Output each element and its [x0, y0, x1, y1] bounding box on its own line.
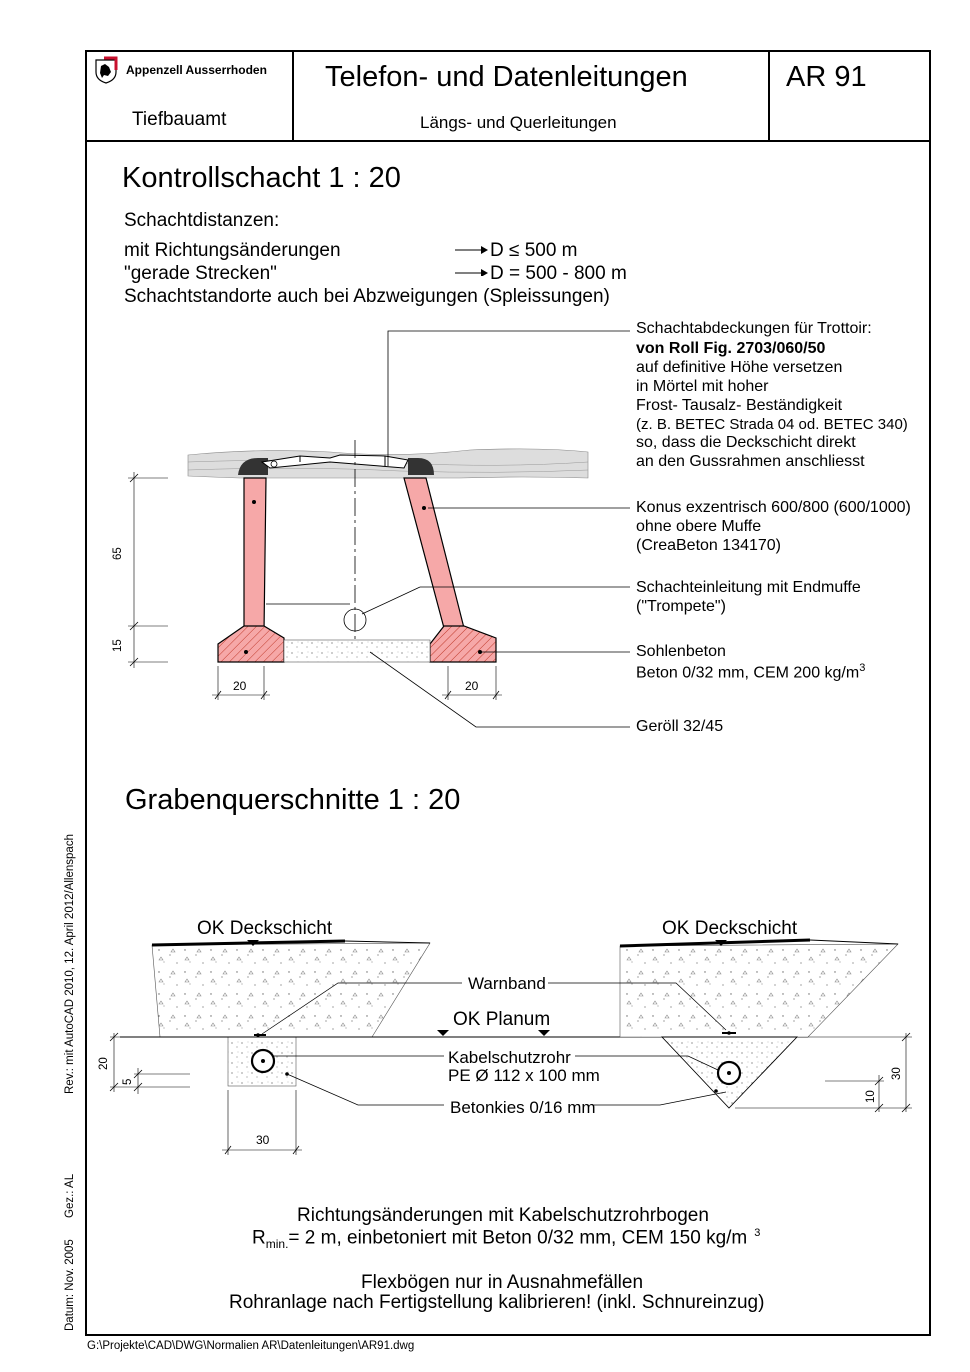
- distance-row-1-label: mit Richtungsänderungen: [124, 240, 341, 261]
- cover-note-1: Schachtabdeckungen für Trottoir:: [636, 320, 872, 337]
- ok-deckschicht-right: OK Deckschicht: [662, 918, 798, 939]
- base-note-2: Beton 0/32 mm, CEM 200 $kg/m^3$: [636, 662, 866, 682]
- cover-note-3: auf definitive Höhe versetzen: [636, 359, 843, 376]
- page-subtitle: Längs- und Querleitungen: [420, 113, 617, 132]
- note-flex-bends-2: Rohranlage nach Fertigstellung kalibrieren! (inkl. Schnureinzug): [229, 1292, 765, 1313]
- drawing-code: AR 91: [786, 61, 867, 93]
- ok-planum-label: OK Planum: [453, 1009, 551, 1030]
- distance-row-1-value: D ≤ 500 m: [490, 240, 578, 261]
- distance-row-2-value: D = 500 - 800 m: [490, 263, 627, 284]
- inlet-note-2: ("Trompete"): [636, 598, 726, 615]
- page-title: Telefon- und Datenleitungen: [325, 61, 688, 93]
- note-direction-change-1: Richtungsänderungen mit Kabelschutzrohrbogen: [297, 1205, 709, 1226]
- base-note-1: Sohlenbeton: [636, 643, 726, 660]
- dim-left-20: 20: [98, 1057, 110, 1070]
- dim-right-30: 30: [891, 1067, 903, 1080]
- date-note: Datum: Nov. 2005: [64, 1239, 76, 1331]
- cover-note-4: in Mörtel mit hoher: [636, 378, 769, 395]
- drawn-by-note: Gez.: AL: [64, 1173, 76, 1218]
- cone-note-3: (CreaBeton 134170): [636, 537, 781, 554]
- pipe-label-1: Kabelschutzrohr: [448, 1048, 571, 1067]
- dim-height-15: 15: [112, 639, 124, 652]
- file-path: G:\Projekte\CAD\DWG\Normalien AR\Datenleitungen\AR91.dwg: [87, 1340, 415, 1352]
- section-title-kontrollschacht: Kontrollschacht 1 : 20: [122, 162, 401, 194]
- cover-note-5: Frost- Tausalz- Beständigkeit: [636, 397, 843, 414]
- dim-width-left: 20: [233, 679, 247, 693]
- shaft-distances-label: Schachtdistanzen:: [124, 210, 280, 231]
- dim-left-5: 5: [122, 1078, 134, 1085]
- ok-deckschicht-left: OK Deckschicht: [197, 918, 333, 939]
- dim-height-65: 65: [112, 547, 124, 560]
- revision-note: Rev.: mit AutoCAD 2010, 12. April 2012/Allenspach: [64, 834, 76, 1094]
- note-direction-change-2: $R_{min.}= 2$ m, einbetoniert mit Beton 0/32 mm, CEM 150 kg/m $^3$: [252, 1227, 761, 1252]
- betonkies-label: Betonkies 0/16 mm: [450, 1098, 596, 1117]
- department: Tiefbauamt: [132, 109, 227, 130]
- inlet-note-1: Schachteinleitung mit Endmuffe: [636, 579, 861, 596]
- distance-row-2-label: "gerade Strecken": [124, 263, 277, 284]
- warnband-label: Warnband: [468, 974, 546, 993]
- cover-note-2: von Roll Fig. 2703/060/50: [636, 340, 826, 357]
- dim-right-10: 10: [865, 1090, 877, 1103]
- dim-width-right: 20: [465, 679, 479, 693]
- shaft-locations-note: Schachtstandorte auch bei Abzweigungen (Spleissungen): [124, 286, 610, 307]
- gravel-note: Geröll 32/45: [636, 718, 724, 735]
- cover-note-8: an den Gussrahmen anschliesst: [636, 453, 865, 470]
- cover-note-6: (z. B. BETEC Strada 04 od. BETEC 340): [636, 416, 908, 433]
- section-title-grabenquerschnitte: Grabenquerschnitte 1 : 20: [125, 784, 461, 816]
- cone-note-2: ohne obere Muffe: [636, 518, 762, 535]
- cover-note-7: so, dass die Deckschicht direkt: [636, 434, 856, 451]
- org-name: Appenzell Ausserrhoden: [126, 63, 267, 77]
- dim-left-30: 30: [256, 1133, 270, 1147]
- pipe-label-2: PE Ø 112 x 100 mm: [448, 1066, 600, 1085]
- cone-note-1: Konus exzentrisch 600/800 (600/1000): [636, 499, 911, 516]
- note-flex-bends-1: Flexbögen nur in Ausnahmefällen: [361, 1272, 644, 1293]
